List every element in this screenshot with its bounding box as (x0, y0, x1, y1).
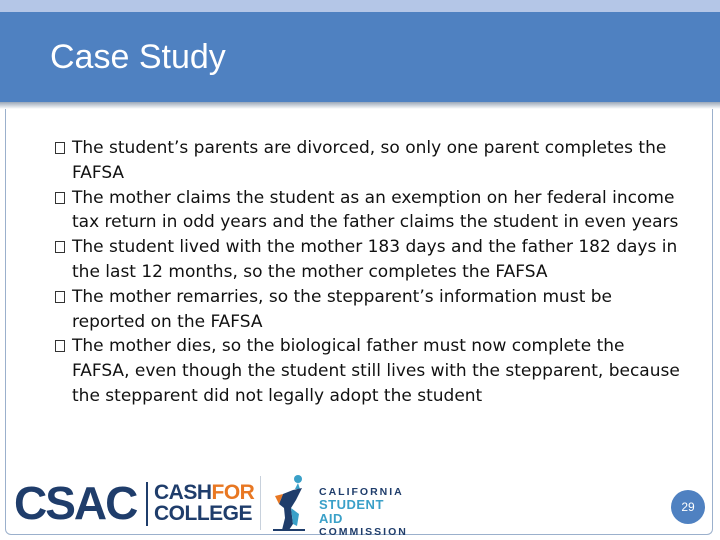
page-number-badge: 29 (671, 490, 705, 524)
slide-title: Case Study (50, 38, 226, 76)
checkbox-bullet-icon (55, 340, 65, 352)
bullet-text: The mother remarries, so the stepparent’s information must be reported on the FAFSA (72, 286, 613, 332)
bullet-item (55, 186, 685, 236)
checkbox-bullet-icon (55, 291, 65, 303)
student-aid-commission-logo: CALIFORNIA STUDENT AID COMMISSION (319, 486, 408, 538)
checkbox-bullet-icon (55, 192, 65, 204)
bullet-item (55, 334, 685, 408)
cash-for-college-logo-bottom: COLLEGE (154, 502, 253, 525)
checkbox-bullet-icon (55, 241, 65, 253)
top-accent-band (0, 0, 720, 12)
bullet-item (55, 285, 685, 335)
logo-divider (260, 476, 261, 530)
bullet-item (55, 235, 685, 285)
bullet-text: The student lived with the mother 183 days and the father 182 days in the last 12 months, so the mother completes the FAFSA (72, 237, 678, 282)
bullet-list (55, 136, 685, 409)
csac-logo: CSAC (14, 477, 137, 529)
graduate-figure-icon (269, 474, 309, 532)
footer-logos (14, 474, 408, 538)
cash-for-college-logo-top: CASHFOR (154, 481, 255, 504)
bullet-text: The student’s parents are divorced, so only one parent completes the FAFSA (72, 138, 667, 183)
bullet-text: The mother claims the student as an exemption on her federal income tax return in odd years and the father claims the student in even years (72, 187, 679, 233)
logo-divider (146, 482, 148, 526)
header-shadow (0, 102, 720, 109)
bullet-item (55, 136, 685, 186)
bullet-text: The mother dies, so the biological father must now complete the FAFSA, even though the student still lives with the stepparent, because the stepparent did not legally adopt the student (72, 336, 680, 406)
checkbox-bullet-icon (55, 142, 65, 154)
